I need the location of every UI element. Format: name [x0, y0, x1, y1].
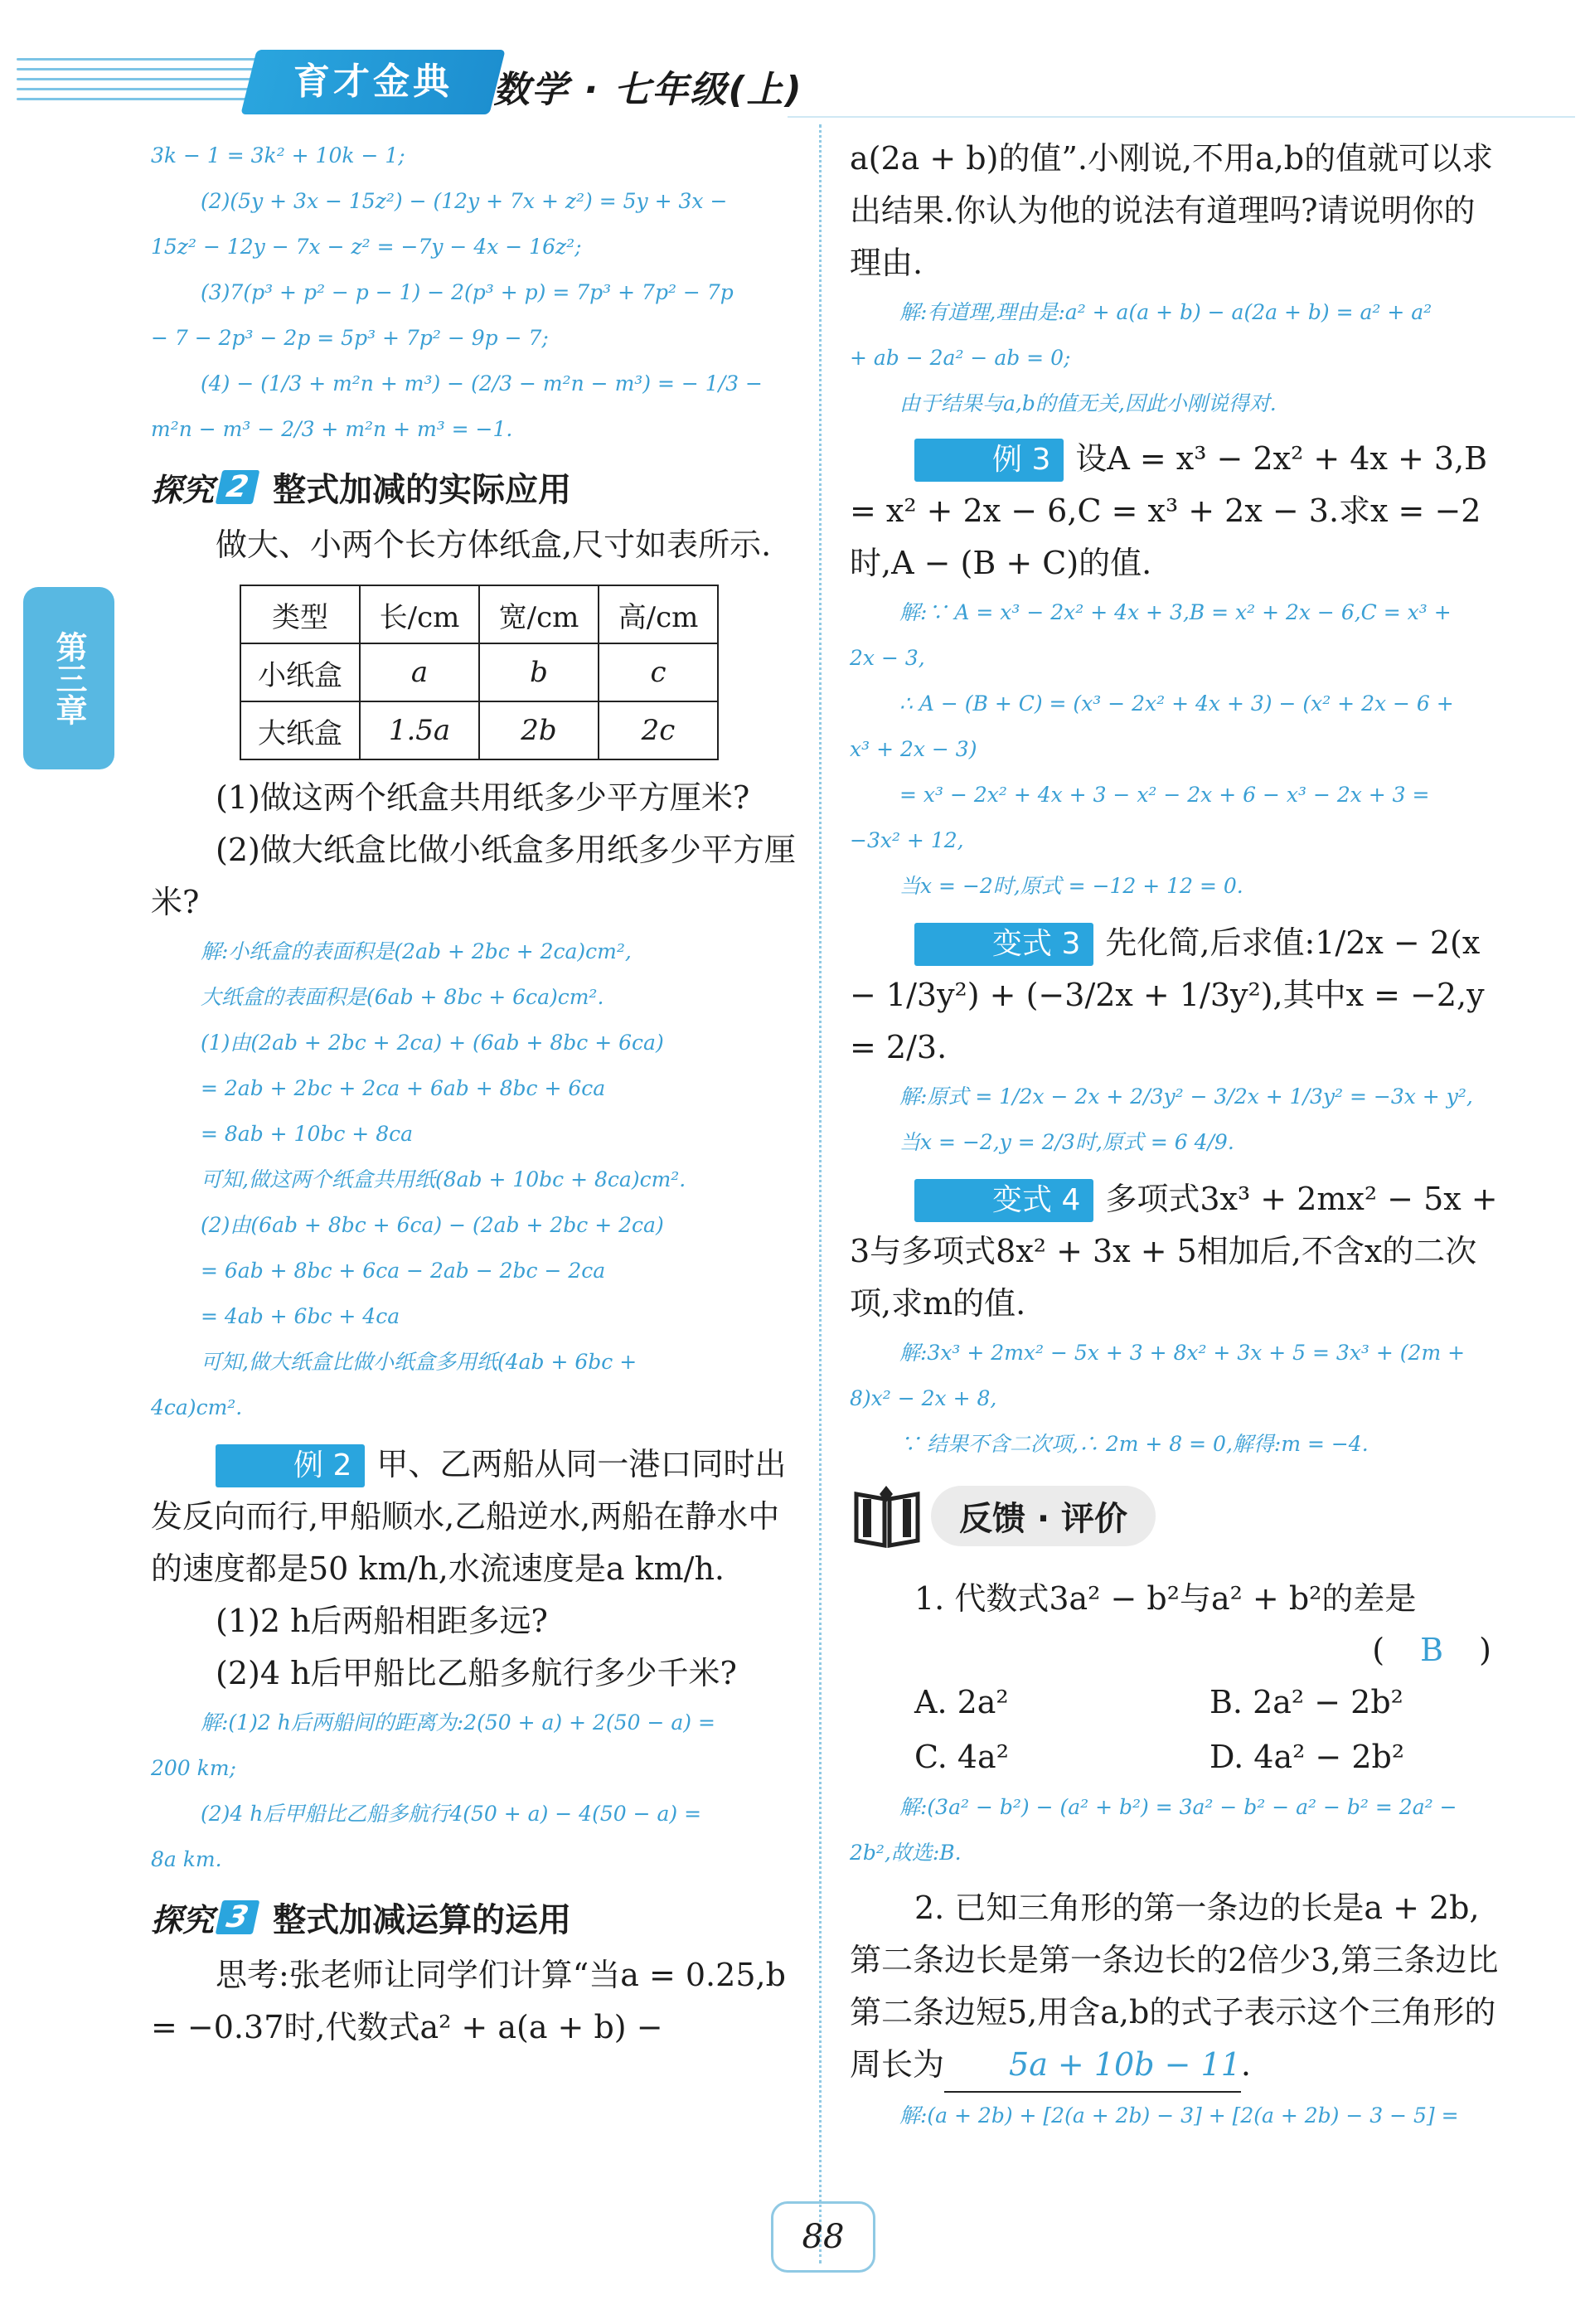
answer-line: 8a km. [151, 1847, 222, 1871]
question-1: (1)做这两个纸盒共用纸多少平方厘米? [216, 779, 750, 816]
problem-2: 2. 已知三角形的第一条边的长是a + 2b,第二条边长是第一条边长的2倍少3,第三条边比第二条边短5,用含a,b的式子表示这个三角形的周长为 5a + 10b − 11. [850, 1882, 1505, 2093]
problem-2-answer: 5a + 10b − 11 [944, 2039, 1241, 2093]
example-3-solution [850, 589, 1505, 909]
answer-line: 4ca)cm². [151, 1395, 243, 1419]
table-cell: 大纸盒 [240, 701, 360, 759]
explore-2-title: 整式加减的实际应用 [273, 471, 572, 509]
table-header-cell: 高/cm [599, 585, 718, 643]
option-d: D. 4a² − 2b² [1209, 1739, 1405, 1775]
option-a: A. 2a² [914, 1684, 1009, 1720]
problem-1-answer: B [1420, 1632, 1444, 1668]
answer-line: + ab − 2a² − ab = 0; [850, 346, 1071, 370]
variant-4-solution [850, 1330, 1505, 1467]
variant-4-text: 多项式3x³ + 2mx² − 5x + 3与多项式8x² + 3x + 5相加后,不含x的二次项,求m的值. [850, 1181, 1498, 1322]
explore-3-title: 整式加减运算的运用 [273, 1901, 572, 1939]
right-column [850, 133, 1505, 2138]
answer-line: (3)7(p³ + p² − p − 1) − 2(p³ + p) = 7p³ + 7p² − 7p [201, 280, 734, 304]
choice-row [850, 1675, 1505, 1730]
problem-1-answer-slot: ( B ) [850, 1625, 1505, 1675]
answer-line: 解:小纸盒的表面积是(2ab + 2bc + 2ca)cm², [201, 939, 632, 963]
subject-title: 数学 · 七年级(上) [493, 69, 803, 111]
answer-line: 解:(3a² − b²) − (a² + b²) = 3a² − b² − a² − b² = 2a² − [899, 1795, 1457, 1819]
answer-line: 2b²,故选:B. [850, 1841, 962, 1865]
answer-line: = 2ab + 2bc + 2ca + 6ab + 8bc + 6ca [201, 1076, 606, 1100]
box-size-table [240, 585, 719, 760]
answer-line: (2)由(6ab + 8bc + 6ca) − (2ab + 2bc + 2ca) [201, 1213, 664, 1237]
example-2-tag: 例 2 [216, 1444, 365, 1487]
answer-line: 解:∵ A = x³ − 2x² + 4x + 3,B = x² + 2x − 6,C = x³ + [899, 600, 1452, 624]
think-question-continued: a(2a + b)的值”.小刚说,不用a,b的值就可以求出结果.你认为他的说法有道理吗?请说明你的理由. [850, 140, 1494, 281]
example-2 [151, 1439, 796, 1595]
variant-4 [850, 1173, 1505, 1330]
answer-line: 2x − 3, [850, 646, 925, 670]
example-2-q2: (2)4 h后甲船比乙船多航行多少千米? [216, 1655, 737, 1691]
answer-line: m²n − m³ − 2/3 + m²n + m³ = −1. [151, 417, 513, 441]
answer-line: = 4ab + 6bc + 4ca [201, 1304, 400, 1328]
page-header [0, 33, 1590, 124]
answer-line: 200 km; [151, 1756, 236, 1780]
answer-line: 解:3x³ + 2mx² − 5x + 3 + 8x² + 3x + 5 = 3x³ + (2m + [899, 1341, 1466, 1365]
answer-line: 解:(1)2 h后两船间的距离为:2(50 + a) + 2(50 − a) = [201, 1710, 715, 1735]
table-header-cell: 类型 [240, 585, 360, 643]
explore-2-heading [151, 463, 796, 511]
think-question: 思考:张老师让同学们计算“当a = 0.25,b = −0.37时,代数式a² + a(a + b) − [151, 1957, 786, 2045]
explore-tag: 探究 2 [151, 464, 256, 510]
table-cell: c [599, 643, 718, 701]
explore-3-heading [151, 1894, 796, 1941]
think-solution [850, 289, 1505, 426]
example-3 [850, 433, 1505, 589]
example-2-q1: (1)2 h后两船相距多远? [216, 1603, 548, 1639]
table-cell: 2b [479, 701, 599, 759]
answer-line: 解:原式 = 1/2x − 2x + 2/3y² − 3/2x + 1/3y² = −3x + y², [899, 1084, 1473, 1109]
column-divider [819, 124, 822, 2263]
previous-answers [151, 133, 796, 452]
answer-line: ∵ 结果不含二次项,∴ 2m + 8 = 0,解得:m = −4. [899, 1432, 1369, 1456]
table-cell: a [360, 643, 479, 701]
answer-line: 3k − 1 = 3k² + 10k − 1; [151, 143, 405, 167]
explore-2-intro: 做大、小两个长方体纸盒,尺寸如表所示. [216, 526, 772, 563]
answer-line: 可知,做这两个纸盒共用纸(8ab + 10bc + 8ca)cm². [201, 1167, 686, 1191]
feedback-heading [850, 1478, 1505, 1553]
answer-line: 解:有道理,理由是:a² + a(a + b) − a(2a + b) = a² + a² [899, 300, 1432, 324]
answer-line: − 7 − 2p³ − 2p = 5p³ + 7p² − 9p − 7; [151, 326, 549, 350]
option-b: B. 2a² − 2b² [1209, 1684, 1403, 1720]
answer-line: 当x = −2,y = 2/3时,原式 = 6 4/9. [899, 1130, 1234, 1154]
answer-line: = 8ab + 10bc + 8ca [201, 1122, 414, 1146]
brand-badge [240, 50, 505, 114]
answer-line: (1)由(2ab + 2bc + 2ca) + (6ab + 8bc + 6ca) [201, 1031, 664, 1055]
answer-line: −3x² + 12, [850, 828, 964, 852]
problem-2-stem: 2. 已知三角形的第一条边的长是a + 2b,第二条边长是第一条边长的2倍少3,第三条边比第二条边短5,用含a,b的式子表示这个三角形的周长为 [850, 1890, 1499, 2083]
table-cell: 1.5a [360, 701, 479, 759]
answer-line: 8)x² − 2x + 8, [850, 1386, 997, 1410]
problem-1-stem: 1. 代数式3a² − b²与a² + b²的差是 [914, 1580, 1417, 1617]
table-cell: 小纸盒 [240, 643, 360, 701]
chapter-side-tab: 第三章 [23, 587, 114, 769]
answer-line: = x³ − 2x² + 4x + 3 − x² − 2x + 6 − x³ − 2x + 3 = [899, 783, 1430, 807]
choice-row [850, 1730, 1505, 1784]
answer-line: 大纸盒的表面积是(6ab + 8bc + 6ca)cm². [201, 985, 604, 1009]
answer-line: x³ + 2x − 3) [850, 737, 977, 761]
example-2-text: 甲、乙两船从同一港口同时出发反向而行,甲船顺水,乙船逆水,两船在静水中的速度都是50 km/h,水流速度是a km/h. [151, 1446, 787, 1587]
header-rule [788, 116, 1575, 118]
example-3-tag: 例 3 [914, 439, 1064, 482]
example-2-solution [151, 1700, 796, 1882]
answer-line: = 6ab + 8bc + 6ca − 2ab − 2bc − 2ca [201, 1259, 606, 1283]
answer-line: (4) − (1/3 + m²n + m³) − (2/3 − m²n − m³) = − 1/3 − [201, 371, 763, 395]
option-c: C. 4a² [914, 1739, 1009, 1775]
feedback-title: 反馈 · 评价 [931, 1486, 1156, 1546]
brand-name: 育才金典 [293, 61, 453, 103]
table-cell: 2c [599, 701, 718, 759]
answer-line: 当x = −2时,原式 = −12 + 12 = 0. [899, 874, 1243, 898]
variant-3-tag: 变式 3 [914, 923, 1093, 966]
explore-tag: 探究 3 [151, 1895, 256, 1940]
problem-2-solution: 解:(a + 2b) + [2(a + 2b) − 3] + [2(a + 2b) − 3 − 5] = [899, 2103, 1459, 2128]
answer-line: 15z² − 12y − 7x − z² = −7y − 4x − 16z²; [151, 235, 582, 259]
table-cell: b [479, 643, 599, 701]
table-row [240, 643, 718, 701]
question-2: (2)做大纸盒比做小纸盒多用纸多少平方厘米? [151, 832, 796, 920]
table-header-cell: 长/cm [360, 585, 479, 643]
table-header-row [240, 585, 718, 643]
left-column [151, 133, 796, 2054]
variant-3-solution [850, 1074, 1505, 1165]
explore-2-solution [151, 929, 796, 1430]
answer-line: 由于结果与a,b的值无关,因此小刚说得对. [899, 391, 1277, 415]
answer-line: 可知,做大纸盒比做小纸盒多用纸(4ab + 6bc + [201, 1350, 637, 1374]
open-book-icon [850, 1482, 924, 1549]
variant-3 [850, 917, 1505, 1074]
variant-3-text: 先化简,后求值:1/2x − 2(x − 1/3y²) + (−3/2x + 1/3y²),其中x = −2,y = 2/3. [850, 924, 1485, 1065]
table-row [240, 701, 718, 759]
table-header-cell: 宽/cm [479, 585, 599, 643]
variant-4-tag: 变式 4 [914, 1179, 1093, 1222]
page-number: 88 [771, 2201, 875, 2273]
answer-line: (2)4 h后甲船比乙船多航行4(50 + a) − 4(50 − a) = [201, 1802, 702, 1826]
example-3-text: 设A = x³ − 2x² + 4x + 3,B = x² + 2x − 6,C = x³ + 2x − 3.求x = −2时,A − (B + C)的值. [850, 440, 1488, 581]
answer-line: (2)(5y + 3x − 15z²) − (12y + 7x + z²) = 5y + 3x − [201, 189, 728, 213]
problem-1-solution [850, 1784, 1505, 1875]
answer-line: ∴ A − (B + C) = (x³ − 2x² + 4x + 3) − (x² + 2x − 6 + [899, 691, 1454, 716]
